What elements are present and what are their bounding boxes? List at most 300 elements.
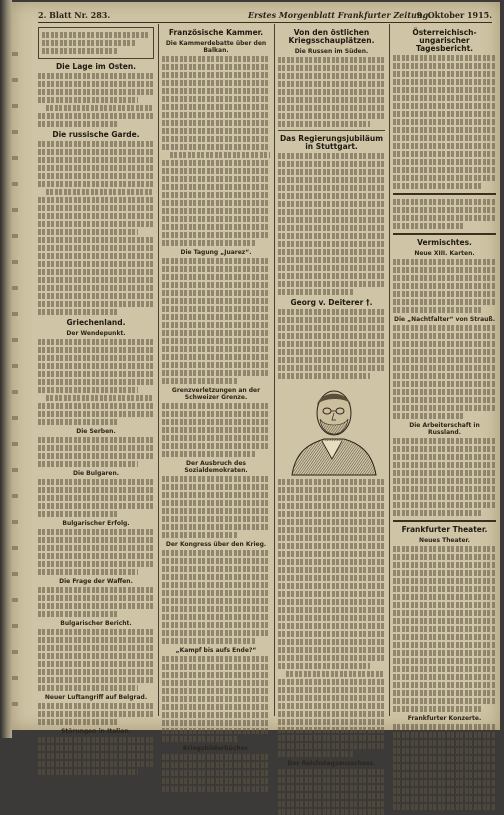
text-line	[46, 189, 154, 195]
text-line	[278, 73, 385, 79]
text-line	[393, 764, 496, 770]
text-line	[162, 120, 270, 126]
text-line	[38, 529, 154, 535]
text-line	[393, 87, 496, 93]
text-line	[162, 322, 270, 328]
text-line	[38, 309, 119, 315]
subheadline: Die Arbeiterschaft in Russland.	[409, 422, 480, 436]
subheadline: Grenzverletzungen an der Schweizer Grenze.	[171, 387, 261, 401]
text-line	[38, 89, 154, 95]
text-line	[38, 453, 154, 459]
text-line	[278, 193, 385, 199]
subheadline: Der Reichstagsausschuss.	[287, 760, 376, 767]
text-line	[162, 680, 270, 686]
subheadline: Bulgarischer Erfolg.	[62, 520, 130, 527]
text-line	[162, 144, 270, 150]
subheadline: Der Kongress über den Krieg.	[165, 541, 267, 548]
text-line	[162, 96, 270, 102]
headline: Vermischtes.	[417, 238, 472, 247]
text-line	[38, 685, 138, 691]
text-line	[278, 703, 385, 709]
text-line	[393, 804, 496, 810]
text-line	[393, 143, 496, 149]
text-line	[162, 638, 255, 644]
text-line	[278, 89, 385, 95]
text-line	[38, 97, 138, 103]
headline: Die russische Garde.	[52, 130, 140, 139]
headline: Französische Kammer.	[168, 28, 264, 37]
text-line	[278, 735, 385, 741]
text-line	[393, 299, 496, 305]
text-line	[278, 161, 385, 167]
text-line	[393, 618, 496, 624]
text-line	[278, 495, 385, 501]
column-1	[38, 25, 154, 735]
text-line	[278, 607, 385, 613]
section-divider	[393, 193, 496, 195]
text-line	[162, 500, 270, 506]
text-line	[278, 551, 385, 557]
text-line	[278, 695, 385, 701]
text-line	[393, 634, 496, 640]
left-page-edge	[0, 0, 12, 738]
text-line	[38, 181, 154, 187]
text-line	[42, 48, 118, 54]
section-divider	[393, 520, 496, 522]
text-line	[393, 546, 496, 552]
text-line	[278, 793, 385, 799]
text-line	[393, 71, 496, 77]
text-line	[278, 177, 385, 183]
text-line	[278, 591, 385, 597]
text-line	[278, 57, 385, 63]
text-line	[393, 780, 496, 786]
text-line	[393, 610, 496, 616]
text-line	[278, 679, 385, 685]
text-line	[278, 503, 385, 509]
text-line	[162, 614, 270, 620]
text-line	[162, 720, 270, 726]
text-line	[393, 175, 496, 181]
text-line	[162, 274, 270, 280]
text-line	[162, 224, 270, 230]
text-line	[393, 682, 496, 688]
text-line	[38, 561, 154, 567]
text-line	[278, 527, 385, 533]
subheadline: Neues Theater.	[419, 537, 470, 544]
text-line	[162, 435, 270, 441]
text-line	[162, 419, 270, 425]
text-line	[38, 603, 154, 609]
text-line	[38, 229, 138, 235]
text-line	[393, 486, 496, 492]
text-line	[278, 647, 385, 653]
text-line	[162, 64, 270, 70]
text-line	[393, 389, 496, 395]
text-line	[393, 446, 496, 452]
text-line	[393, 658, 496, 664]
text-line	[38, 355, 154, 361]
text-line	[38, 419, 119, 425]
text-line	[393, 570, 496, 576]
text-line	[162, 160, 270, 166]
column-separator	[274, 24, 275, 716]
text-line	[162, 630, 270, 636]
text-line	[278, 751, 353, 757]
text-line	[278, 769, 385, 775]
text-line	[38, 669, 154, 675]
section-divider	[393, 233, 496, 235]
text-line	[393, 307, 482, 313]
text-line	[278, 543, 385, 549]
text-line	[278, 333, 385, 339]
headline: Von den östlichen Kriegsschauplätzen.	[288, 28, 375, 45]
text-line	[162, 208, 270, 214]
text-line	[38, 645, 154, 651]
text-line	[162, 492, 270, 498]
headline: Frankfurter Theater.	[401, 525, 488, 534]
text-line	[162, 232, 270, 238]
text-line	[393, 586, 496, 592]
text-line	[162, 728, 270, 734]
text-line	[38, 293, 154, 299]
text-line	[393, 373, 496, 379]
text-line	[38, 737, 154, 743]
text-line	[38, 277, 154, 283]
text-line	[278, 349, 385, 355]
subheadline: Die Russen im Süden.	[294, 48, 369, 55]
text-line	[278, 663, 370, 669]
text-line	[38, 149, 154, 155]
text-line	[38, 379, 154, 385]
text-line	[162, 672, 270, 678]
text-line	[38, 479, 154, 485]
text-line	[162, 558, 270, 564]
text-line	[278, 217, 385, 223]
subheadline: Die Serben.	[76, 428, 116, 435]
text-line	[393, 740, 496, 746]
text-line	[38, 237, 154, 243]
text-line	[38, 213, 154, 219]
text-line	[278, 113, 385, 119]
subheadline: Der Wendepunkt.	[66, 330, 126, 337]
text-line	[38, 141, 154, 147]
text-line	[393, 397, 496, 403]
text-line	[393, 135, 496, 141]
text-line	[162, 770, 270, 776]
text-line	[162, 128, 270, 134]
text-line	[162, 550, 270, 556]
text-line	[278, 575, 385, 581]
text-line	[393, 732, 496, 738]
text-line	[38, 197, 154, 203]
text-line	[38, 121, 119, 127]
text-line	[162, 403, 270, 409]
text-line	[162, 282, 270, 288]
text-line	[162, 664, 270, 670]
section-divider	[278, 130, 385, 131]
text-line	[38, 761, 154, 767]
text-line	[162, 80, 270, 86]
text-line	[162, 306, 270, 312]
text-line	[278, 801, 385, 807]
text-line	[278, 479, 385, 485]
text-line	[38, 437, 154, 443]
text-line	[38, 371, 154, 377]
text-line	[393, 562, 496, 568]
text-line	[38, 511, 119, 517]
text-line	[393, 325, 496, 331]
text-line	[38, 173, 154, 179]
column-separator	[158, 24, 159, 716]
text-line	[162, 338, 270, 344]
text-line	[278, 81, 385, 87]
text-line	[393, 478, 496, 484]
text-line	[162, 590, 270, 596]
text-line	[278, 687, 385, 693]
text-line	[38, 611, 119, 617]
date-label: 9. Oktober 1915.	[416, 10, 492, 20]
text-line	[162, 354, 270, 360]
text-line	[393, 602, 496, 608]
text-line	[38, 205, 154, 211]
binding-marks	[12, 52, 20, 710]
text-line	[393, 159, 496, 165]
text-line	[162, 443, 270, 449]
text-line	[162, 216, 270, 222]
text-line	[278, 121, 370, 127]
text-line	[162, 762, 270, 768]
text-line	[162, 786, 270, 792]
text-line	[162, 290, 270, 296]
text-line	[38, 545, 154, 551]
text-line	[278, 583, 385, 589]
text-line	[38, 461, 138, 467]
text-line	[278, 599, 385, 605]
text-line	[162, 362, 270, 368]
text-line	[38, 245, 154, 251]
text-line	[278, 265, 385, 271]
text-line	[286, 671, 385, 677]
text-line	[393, 291, 496, 297]
text-line	[393, 223, 465, 229]
subheadline: Kriegsbilderbücher.	[182, 745, 250, 752]
text-line	[162, 346, 270, 352]
text-line	[162, 72, 270, 78]
text-line	[162, 184, 270, 190]
text-line	[162, 451, 255, 457]
text-line	[162, 88, 270, 94]
text-line	[278, 169, 385, 175]
text-line	[162, 582, 270, 588]
text-line	[162, 696, 270, 702]
text-line	[162, 314, 270, 320]
text-line	[38, 637, 154, 643]
text-line	[393, 275, 496, 281]
text-line	[393, 748, 496, 754]
text-line	[393, 470, 496, 476]
text-line	[38, 587, 154, 593]
text-line	[38, 113, 154, 119]
text-line	[162, 704, 270, 710]
text-line	[393, 267, 496, 273]
text-line	[162, 112, 270, 118]
text-line	[38, 253, 154, 259]
text-line	[393, 666, 496, 672]
text-line	[162, 516, 270, 522]
text-line	[162, 622, 270, 628]
text-line	[278, 257, 385, 263]
text-line	[393, 183, 482, 189]
text-line	[278, 365, 385, 371]
text-line	[38, 403, 154, 409]
text-line	[162, 476, 270, 482]
text-line	[278, 615, 385, 621]
text-line	[162, 574, 270, 580]
text-line	[38, 703, 154, 709]
text-line	[393, 199, 496, 205]
text-line	[278, 655, 385, 661]
text-line	[38, 261, 154, 267]
text-line	[278, 809, 385, 815]
text-line	[162, 778, 270, 784]
text-line	[278, 281, 385, 287]
headline: Österreichisch-ungarischer Tagesbericht.	[412, 28, 477, 53]
text-line	[162, 240, 255, 246]
text-line	[393, 690, 496, 696]
subheadline: Neue XIII. Karten.	[414, 250, 475, 257]
text-line	[393, 756, 496, 762]
text-line	[162, 736, 238, 742]
text-line	[393, 333, 496, 339]
text-line	[162, 168, 270, 174]
text-line	[393, 454, 496, 460]
text-line	[278, 289, 353, 295]
text-line	[278, 153, 385, 159]
text-line	[38, 387, 138, 393]
text-line	[393, 594, 496, 600]
text-line	[278, 631, 385, 637]
text-line	[393, 357, 496, 363]
text-line	[162, 606, 270, 612]
text-line	[162, 370, 270, 376]
text-line	[393, 706, 482, 712]
text-line	[38, 745, 154, 751]
text-line	[38, 487, 154, 493]
text-line	[393, 650, 496, 656]
text-line	[38, 165, 154, 171]
text-line	[162, 688, 270, 694]
text-line	[38, 537, 154, 543]
text-line	[46, 395, 154, 401]
text-line	[162, 754, 270, 760]
subheadline: Die Frage der Waffen.	[59, 578, 133, 585]
text-line	[278, 487, 385, 493]
text-line	[393, 494, 496, 500]
text-line	[278, 317, 385, 323]
text-line	[278, 727, 385, 733]
text-line	[278, 325, 385, 331]
text-line	[38, 339, 154, 345]
text-line	[278, 97, 385, 103]
text-line	[393, 772, 496, 778]
text-line	[38, 569, 138, 575]
header-rule	[38, 22, 492, 23]
text-line	[162, 378, 238, 384]
text-line	[278, 623, 385, 629]
text-line	[38, 73, 154, 79]
text-line	[278, 185, 385, 191]
text-line	[278, 65, 385, 71]
text-line	[393, 462, 496, 468]
column-4	[393, 25, 496, 720]
text-line	[393, 127, 496, 133]
subheadline: Die „Nachtfalter“ von Strauß.	[393, 316, 495, 323]
text-line	[38, 629, 154, 635]
text-line	[42, 40, 135, 46]
text-line	[38, 653, 154, 659]
text-line	[162, 598, 270, 604]
text-line	[38, 269, 154, 275]
text-line	[393, 215, 496, 221]
text-line	[278, 105, 385, 111]
text-line	[38, 769, 138, 775]
text-line	[393, 554, 496, 560]
portrait-of-georg-v-deiterer	[282, 383, 382, 475]
text-line	[278, 241, 385, 247]
text-line	[393, 796, 496, 802]
subheadline: Die Kammerdebatte über den Balkan.	[165, 40, 267, 54]
text-line	[278, 567, 385, 573]
text-line	[393, 167, 496, 173]
text-line	[278, 341, 385, 347]
text-line	[162, 712, 270, 718]
text-line	[162, 411, 270, 417]
portrait-engraving	[282, 383, 382, 475]
text-line	[278, 639, 385, 645]
text-line	[278, 777, 385, 783]
text-line	[393, 381, 496, 387]
text-line	[393, 283, 496, 289]
text-line	[393, 674, 496, 680]
text-line	[393, 79, 496, 85]
text-line	[38, 753, 154, 759]
text-line	[162, 176, 270, 182]
text-line	[38, 711, 154, 717]
text-line	[38, 81, 154, 87]
text-line	[393, 63, 496, 69]
headline: Die Lage im Osten.	[55, 62, 137, 71]
text-line	[42, 32, 150, 38]
text-line	[393, 95, 496, 101]
headline: Griechenland.	[66, 318, 126, 327]
column-separator	[389, 24, 390, 716]
headline: Georg v. Deiterer †.	[290, 298, 373, 307]
text-line	[393, 578, 496, 584]
text-line	[38, 285, 154, 291]
text-line	[38, 677, 154, 683]
text-line	[162, 298, 270, 304]
subheadline: Frankfurter Konzerte.	[407, 715, 482, 722]
text-line	[278, 785, 385, 791]
text-line	[38, 445, 154, 451]
text-line	[278, 743, 385, 749]
subheadline: Bulgarischer Bericht.	[60, 620, 132, 627]
text-line	[393, 788, 496, 794]
text-line	[162, 330, 270, 336]
text-line	[393, 103, 496, 109]
subheadline: Störungen in Italien.	[61, 728, 131, 735]
